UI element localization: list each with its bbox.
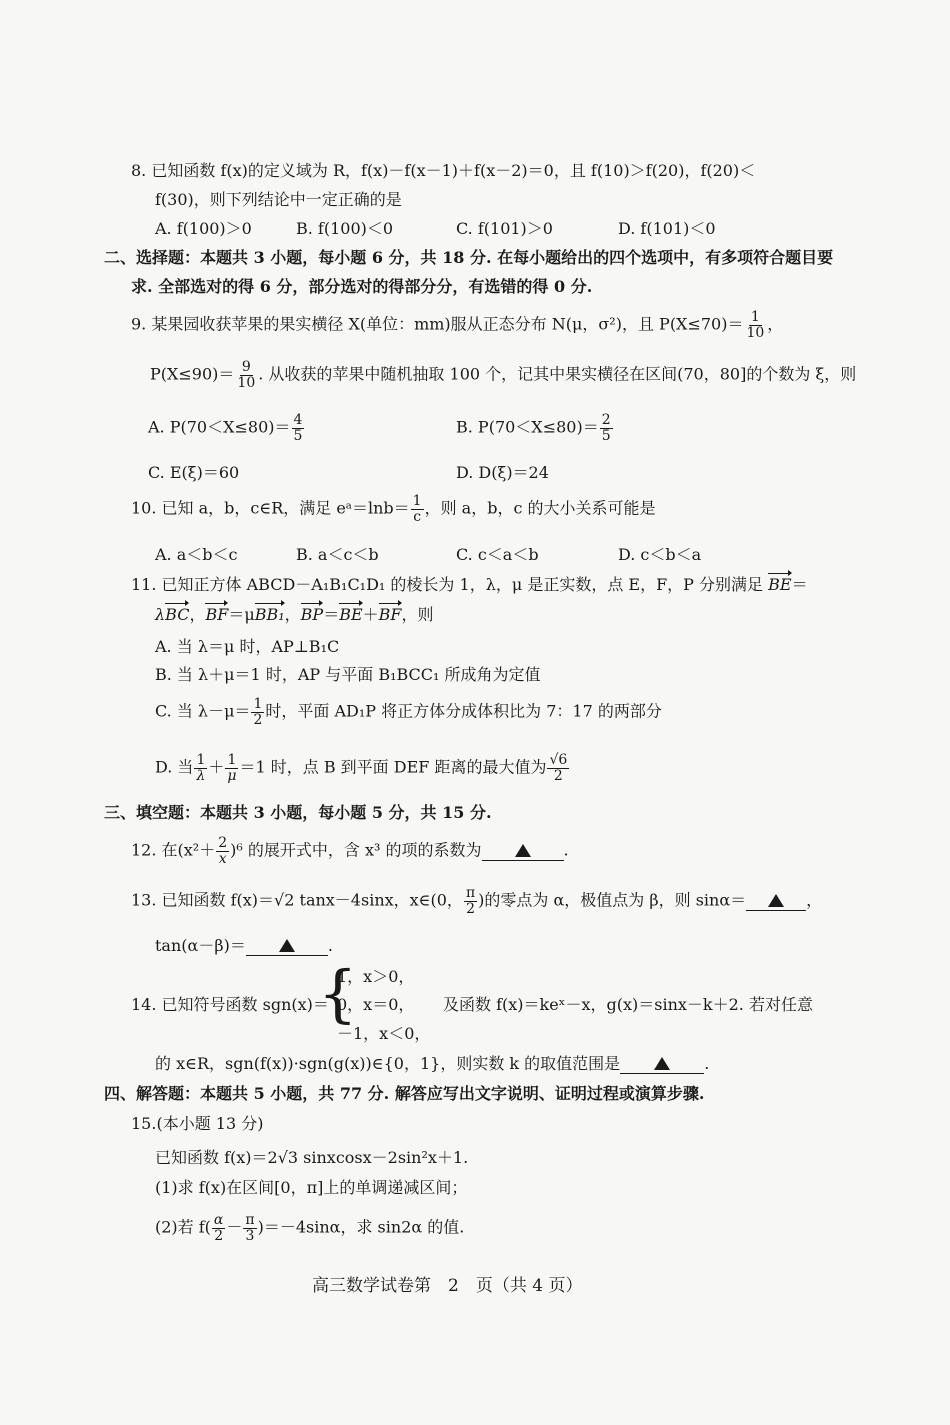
q11-option-d-plus: ＋: [208, 757, 225, 777]
q13-period: .: [327, 936, 333, 955]
q14-brace: {: [318, 957, 358, 1030]
q9-frac1-den: 10: [746, 324, 765, 341]
q11-option-c: [155, 697, 662, 727]
q15-frac1-num: α: [213, 1212, 224, 1228]
q10-option-b: B. a＜c＜b: [296, 545, 379, 564]
q15-stem: 已知函数 f(x)＝2√3 sinxcosx－2sin²x＋1.: [155, 1148, 469, 1167]
q8-option-b: B. f(100)＜0: [296, 219, 394, 238]
q14-line2: [155, 1054, 709, 1074]
q13-text: 13. 已知函数 f(x)＝√2 tanx－4sinx，x∈(0，: [131, 890, 463, 910]
q11-comma: ，: [189, 605, 206, 624]
q8-option-c: C. f(101)＞0: [456, 219, 553, 238]
q12-frac: [216, 836, 229, 866]
q11-option-c-text: C. 当 λ－μ＝: [155, 701, 251, 721]
q9-option-a: [148, 413, 305, 443]
q11-plus: ＋: [362, 605, 379, 624]
q11-vector-bf: BF: [378, 605, 402, 624]
q9-option-b: [456, 413, 614, 443]
q11-lambda: λ: [155, 605, 166, 624]
q11-line2: [155, 605, 434, 624]
triangle-icon: [515, 844, 531, 857]
q9-frac2-den: 10: [237, 374, 256, 391]
q14-line2-text: 的 x∈R，sgn(f(x))·sgn(g(x))∈{0，1}，则实数 k 的取值范围是: [155, 1054, 621, 1073]
q15-part1: (1)求 f(x)在区间[0，π]上的单调递减区间；: [155, 1178, 468, 1197]
q12-frac-num: 2: [218, 835, 228, 851]
q9-option-b-den: 5: [601, 427, 611, 444]
section4-heading: 四、解答题：本题共 5 小题，共 77 分. 解答应写出文字说明、证明过程或演算步骤.: [104, 1084, 705, 1103]
q10-frac: [411, 494, 424, 524]
q11-option-b: B. 当 λ＋μ＝1 时，AP 与平面 B₁BCC₁ 所成角为定值: [155, 665, 541, 684]
q15-part2-text: (2)若 f(: [155, 1217, 211, 1237]
q15-part2: [155, 1213, 464, 1243]
q11-vector-bp: BP: [300, 605, 324, 624]
q11-option-d-f2-num: 1: [227, 752, 237, 768]
q11-equals: ＝: [791, 575, 808, 594]
q8-option-d: D. f(101)＜0: [618, 219, 716, 238]
q11-vector-bc: BC: [165, 605, 190, 624]
q15-frac2: [243, 1213, 256, 1243]
q11-line1: [131, 575, 808, 594]
q11-option-d-f2-den: μ: [227, 767, 237, 784]
q11-option-d-ans-num: √6: [549, 752, 568, 768]
q14-case-2: 0，x＝0，: [337, 995, 415, 1014]
q13-text-end: )的零点为 α，极值点为 β，则 sinα＝: [478, 890, 747, 910]
q12-text-end: )⁶ 的展开式中，含 x³ 的项的系数为: [230, 840, 482, 860]
q11-vector-bf: BF: [205, 605, 229, 624]
q11-vector-bb1: BB₁: [254, 605, 285, 624]
q13-comma: ，: [806, 890, 823, 910]
q12-frac-den: x: [218, 850, 227, 867]
page-footer: 高三数学试卷第 2 页（共 4 页）: [312, 1276, 583, 1296]
q8-line1: 8. 已知函数 f(x)的定义域为 R，f(x)－f(x－1)＋f(x－2)＝0，且 f(10)＞f(20)，f(20)＜: [131, 161, 756, 180]
q11-option-a: A. 当 λ＝μ 时，AP⊥B₁C: [155, 637, 340, 656]
q11-option-c-end: 时，平面 AD₁P 将正方体分成体积比为 7：17 的两部分: [265, 701, 662, 721]
q11-option-d-answer: [547, 753, 569, 783]
q10-stem-text: 10. 已知 a，b，c∈R，满足 eᵃ＝lnb＝: [131, 498, 410, 518]
q11-vector-be: BE: [768, 575, 792, 594]
q13-sin-answer-blank[interactable]: [746, 891, 806, 911]
q9-line2-lead: P(X≤90)＝: [150, 364, 235, 384]
q15-minus: －: [226, 1217, 243, 1237]
q12-text: 12. 在(x²＋: [131, 840, 216, 860]
q15-frac1-den: 2: [214, 1227, 224, 1244]
q9-option-a-frac: [292, 413, 305, 443]
q15-frac2-den: 3: [245, 1227, 255, 1244]
q12-period: .: [563, 840, 569, 860]
q9-line1: [131, 310, 783, 340]
q11-option-d-text: D. 当: [155, 757, 194, 777]
q11-option-d-frac1: [194, 753, 207, 783]
q14-pre: 14. 已知符号函数 sgn(x)＝: [131, 995, 329, 1014]
q9-option-d: D. D(ξ)＝24: [456, 463, 549, 482]
q11-option-d: [155, 753, 570, 783]
q13-frac-den: 2: [466, 900, 475, 917]
q11-option-c-frac: [251, 697, 264, 727]
q11-option-d-frac2: [225, 753, 238, 783]
q8-line2: f(30)，则下列结论中一定正确的是: [155, 190, 402, 209]
section2-heading-line1: 二、选择题：本题共 3 小题，每小题 6 分，共 18 分. 在每小题给出的四个选项中，有多项符合题目要: [104, 248, 834, 267]
q10-stem-end: ，则 a，b，c 的大小关系可能是: [424, 498, 656, 518]
q9-option-a-text: A. P(70＜X≤80)＝: [148, 417, 291, 437]
q13-line2: [155, 936, 333, 956]
q13-tan-text: tan(α－β)＝: [155, 936, 246, 955]
q9-frac2-num: 9: [241, 359, 251, 375]
q11-equals-mu: ＝μ: [228, 605, 255, 624]
q14-period: .: [704, 1054, 710, 1073]
q11-option-c-den: 2: [253, 711, 263, 728]
q9-line2-text: . 从收获的苹果中随机抽取 100 个，记其中果实横径在区间(70，80]的个数为 ξ，则: [258, 364, 857, 384]
q11-vector-be: BE: [339, 605, 363, 624]
q11-option-c-num: 1: [253, 696, 263, 712]
q13-tan-answer-blank[interactable]: [246, 936, 328, 956]
q15-frac1: [212, 1213, 225, 1243]
q11-comma: ，: [284, 605, 301, 624]
q9-line1-end: ，: [767, 314, 784, 334]
q9-option-c: C. E(ξ)＝60: [148, 463, 240, 482]
q11-then: ，则: [401, 605, 434, 624]
q9-option-a-num: 4: [293, 412, 303, 428]
section3-heading: 三、填空题：本题共 3 小题，每小题 5 分，共 15 分.: [104, 803, 492, 822]
triangle-icon: [654, 1057, 670, 1070]
q15-part2-end: )＝－4sinα，求 sin2α 的值.: [257, 1217, 465, 1237]
q10-frac-num: 1: [412, 493, 422, 509]
q12-answer-blank[interactable]: [482, 841, 564, 861]
q9-option-b-text: B. P(70＜X≤80)＝: [456, 417, 599, 437]
q14-case-1: 1，x＞0，: [337, 967, 415, 986]
q13-line1: [131, 886, 822, 916]
q13-frac: [464, 886, 477, 916]
q9-line1-text: 9. 某果园收获苹果的果实横径 X(单位：mm)服从正态分布 N(μ，σ²)，且 P(X≤70)＝: [131, 314, 744, 334]
q9-option-b-num: 2: [601, 412, 611, 428]
section2-heading-line2: 求. 全部选对的得 6 分，部分选对的得部分分，有选错的得 0 分.: [131, 277, 593, 296]
triangle-icon: [279, 939, 295, 952]
q11-line1-text: 11. 已知正方体 ABCD－A₁B₁C₁D₁ 的棱长为 1，λ，μ 是正实数，点 E，F，P 分别满足: [131, 575, 769, 594]
q11-option-d-ans-den: 2: [553, 767, 563, 784]
q8-option-a: A. f(100)＞0: [155, 219, 252, 238]
q10-option-a: A. a＜b＜c: [155, 545, 238, 564]
q11-option-d-f1-num: 1: [196, 752, 206, 768]
q14-case-3: －1，x＜0，: [337, 1024, 431, 1043]
q9-frac2: [235, 360, 257, 390]
q14-post: 及函数 f(x)＝keˣ－x，g(x)＝sinx－k＋2. 若对任意: [443, 995, 813, 1014]
q11-option-d-mid: ＝1 时，点 B 到平面 DEF 距离的最大值为: [239, 757, 547, 777]
q9-frac1: [744, 310, 766, 340]
q15-title: 15.(本小题 13 分): [131, 1114, 264, 1133]
q15-frac2-num: π: [245, 1212, 255, 1228]
q14-answer-blank[interactable]: [620, 1054, 704, 1074]
q9-option-b-frac: [600, 413, 613, 443]
q11-equals: ＝: [323, 605, 340, 624]
q11-option-d-f1-den: λ: [196, 767, 206, 784]
q10-frac-den: c: [413, 508, 422, 525]
q9-frac1-num: 1: [750, 309, 760, 325]
triangle-icon: [768, 894, 784, 907]
q10-stem: [131, 494, 656, 524]
q9-line2: [150, 360, 856, 390]
q13-frac-num: π: [465, 885, 476, 901]
q10-option-c: C. c＜a＜b: [456, 545, 539, 564]
q10-option-d: D. c＜b＜a: [618, 545, 702, 564]
q12-stem: [131, 836, 569, 866]
q9-option-a-den: 5: [293, 427, 303, 444]
